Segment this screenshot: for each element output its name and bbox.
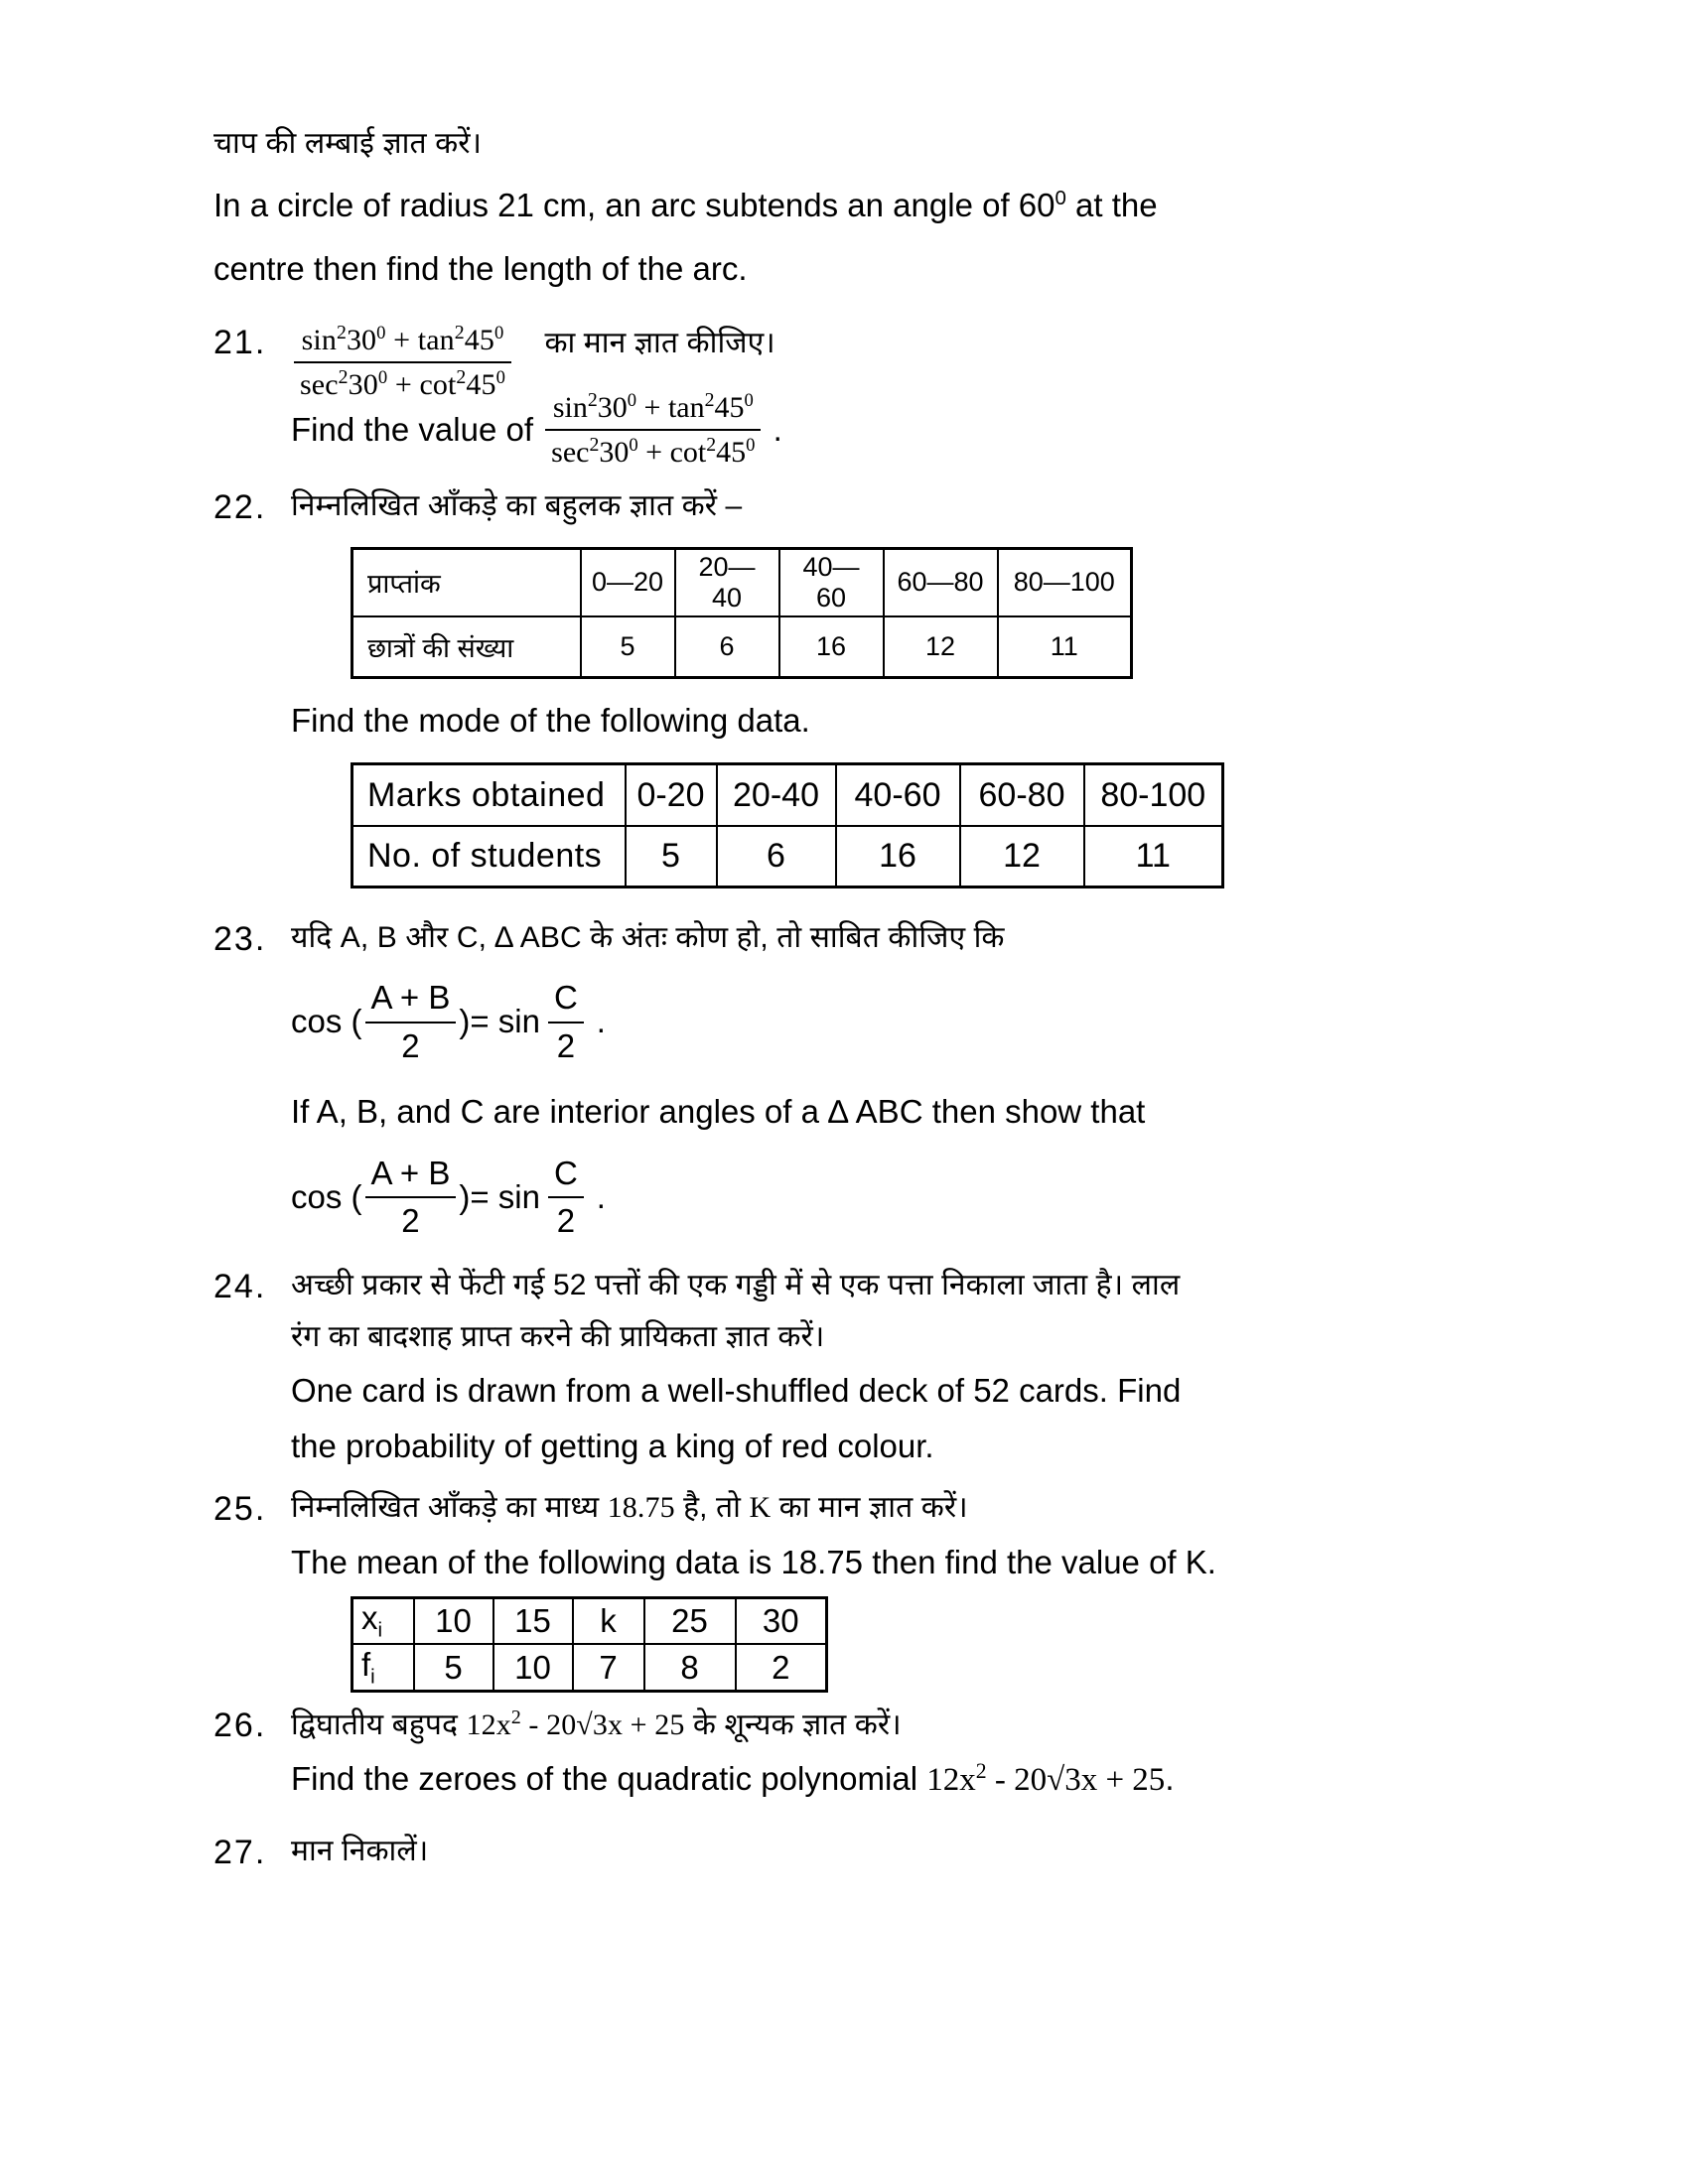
fi-label: f	[361, 1645, 371, 1683]
carryover-hindi: चाप की लम्बाई ज्ञात करें।	[213, 127, 483, 160]
fraction-c-over-2	[548, 976, 584, 1067]
xi-cell: 15	[493, 1597, 573, 1644]
degree-symbol: 0	[744, 390, 754, 411]
row-label-xi	[352, 1597, 414, 1644]
question-27-number: 27.	[213, 1834, 267, 1872]
question-25-hindi	[291, 1488, 1494, 1528]
spacer	[213, 888, 1494, 918]
tan-label: tan	[667, 391, 705, 424]
row-label-students-hi: छात्रों की संख्या	[352, 616, 581, 678]
period: .	[596, 1003, 606, 1040]
question-26-english	[291, 1757, 1494, 1802]
exponent: 2	[704, 389, 715, 411]
poly-term: 12x	[466, 1707, 511, 1741]
sec-label: sec	[551, 436, 590, 470]
frequency-cell: 5	[626, 826, 717, 887]
exponent: 2	[510, 1706, 521, 1728]
equals-sin: )= sin	[459, 1003, 540, 1040]
cos-open: cos (	[291, 1178, 362, 1216]
subscript-i: i	[370, 1665, 375, 1689]
spacer	[291, 1357, 1494, 1369]
fraction-denominator: 2	[556, 1202, 576, 1240]
xi-cell: 25	[644, 1597, 736, 1644]
interval-cell: 40—60	[779, 548, 884, 616]
spacer	[291, 679, 1494, 699]
question-24-english-line2: the probability of getting a king of red colour.	[291, 1428, 934, 1465]
k-symbol: K	[749, 1491, 772, 1525]
fi-cell: 8	[644, 1644, 736, 1691]
interval-cell: 60-80	[960, 764, 1084, 826]
sin-label: sin	[301, 323, 337, 356]
question-23-number: 23.	[213, 920, 267, 959]
interval-cell: 80—100	[998, 548, 1132, 616]
spacer	[213, 227, 1494, 247]
frequency-cell: 16	[836, 826, 960, 887]
interval-cell: 0-20	[626, 764, 717, 826]
table-row	[352, 764, 1223, 826]
interval-cell: 20-40	[717, 764, 836, 826]
spacer	[291, 1070, 1494, 1090]
question-27-hindi: मान निकालें।	[291, 1835, 429, 1868]
xi-label: x	[361, 1599, 378, 1637]
question-23	[213, 918, 1494, 1245]
interval-cell: 20—40	[675, 548, 779, 616]
mean-table	[351, 1596, 828, 1693]
degree-symbol: 0	[495, 366, 506, 388]
question-23-body	[291, 918, 1494, 1245]
plus-operator: +	[636, 391, 668, 424]
cot-label: cot	[669, 436, 707, 470]
spacer	[213, 1693, 1494, 1705]
question-21	[213, 322, 1494, 476]
fi-cell: 10	[493, 1644, 573, 1691]
tan-label: tan	[417, 323, 455, 356]
fraction-denominator: 2	[401, 1026, 420, 1064]
question-23-formula-english	[291, 1154, 1494, 1245]
question-24-number: 24.	[213, 1267, 267, 1305]
frequency-cell: 6	[717, 826, 836, 887]
q26-period: .	[1165, 1759, 1175, 1797]
poly-tail: - 20√3x + 25	[986, 1761, 1166, 1798]
degree-symbol: 0	[629, 435, 638, 457]
question-26	[213, 1705, 1494, 1802]
question-25-body	[291, 1488, 1494, 1692]
spacer	[291, 1413, 1494, 1425]
carryover-english-text: In a circle of radius 21 cm, an arc subtends an angle of 60	[213, 187, 1055, 224]
exponent: 2	[456, 365, 467, 388]
sin-label: sin	[552, 391, 588, 424]
spacer	[291, 1584, 1494, 1596]
plus-operator: +	[385, 323, 418, 356]
exponent: 2	[587, 389, 598, 411]
angle-45: 45	[716, 436, 747, 470]
interval-cell: 80-100	[1084, 764, 1223, 826]
question-24-body	[291, 1266, 1494, 1469]
q25-hindi-c: का मान ज्ञात करें।	[771, 1491, 968, 1525]
frequency-cell: 12	[960, 826, 1084, 887]
page-content	[213, 124, 1494, 1872]
degree-symbol: 0	[493, 322, 504, 343]
angle-45: 45	[714, 391, 745, 424]
cos-open: cos (	[291, 1003, 362, 1040]
fi-cell: 7	[573, 1644, 644, 1691]
table-row	[352, 548, 1132, 616]
q26-english-lead: Find the zeroes of the quadratic polynomial	[291, 1759, 927, 1797]
spacer	[213, 292, 1494, 322]
polynomial-expression	[926, 1758, 1166, 1798]
degree-symbol: 0	[746, 435, 756, 457]
equals-sin: )= sin	[459, 1178, 540, 1216]
interval-cell: 40-60	[836, 764, 960, 826]
question-23-formula-hindi	[291, 978, 1494, 1069]
spacer	[213, 1468, 1494, 1488]
frequency-cell: 11	[998, 616, 1132, 678]
table-row	[352, 1597, 827, 1644]
xi-cell: k	[573, 1597, 644, 1644]
question-25-english: The mean of the following data is 18.75 then find the value of K.	[291, 1543, 1216, 1580]
exponent: 2	[338, 365, 349, 388]
question-25	[213, 1488, 1494, 1692]
frequency-cell: 11	[1084, 826, 1223, 887]
mean-value: 18.75	[607, 1491, 675, 1525]
exponent: 2	[589, 434, 600, 457]
angle-45: 45	[464, 323, 494, 356]
question-24-english-line1: One card is drawn from a well-shuffled deck of 52 cards. Find	[291, 1371, 1182, 1409]
row-label-students-en: No. of students	[352, 826, 626, 887]
row-label-marks-hi: प्राप्तांक	[352, 548, 581, 616]
xi-cell: 10	[414, 1597, 493, 1644]
period: .	[596, 1178, 606, 1216]
trig-fraction-english	[545, 387, 761, 473]
carryover-english-tail: at the	[1065, 187, 1158, 224]
fraction-numerator: A + B	[365, 976, 457, 1023]
mode-table-english	[351, 762, 1224, 888]
fraction-a-plus-b-over-2	[365, 1152, 457, 1243]
carryover-english-line1	[213, 184, 1494, 227]
spacer	[213, 164, 1494, 184]
mode-table-hindi	[351, 547, 1133, 680]
spacer	[213, 1246, 1494, 1266]
polynomial-expression	[467, 1708, 685, 1741]
question-23-english: If A, B, and C are interior angles of a ∆ ABC then show that	[291, 1092, 1146, 1130]
angle-30: 30	[599, 436, 630, 470]
frequency-cell: 16	[779, 616, 884, 678]
question-24	[213, 1266, 1494, 1469]
question-23-hindi: यदि A, B और C, ∆ ABC के अंतः कोण हो, तो साबित कीजिए कि	[291, 921, 1005, 955]
angle-30: 30	[348, 367, 378, 401]
question-27-body	[291, 1832, 1494, 1871]
spacer	[213, 1802, 1494, 1832]
sec-label: sec	[300, 367, 339, 401]
fraction-numerator	[294, 320, 511, 363]
question-22-english: Find the mode of the following data.	[291, 702, 810, 740]
spacer	[291, 1745, 1494, 1757]
question-26-body	[291, 1705, 1494, 1802]
poly-tail: - 20√3x + 25	[520, 1707, 685, 1741]
exponent: 2	[336, 321, 347, 343]
plus-operator: +	[387, 367, 420, 401]
degree-symbol: 0	[376, 322, 386, 343]
fraction-numerator: A + B	[365, 1152, 457, 1198]
angle-30: 30	[346, 323, 377, 356]
table-row	[352, 616, 1132, 678]
question-26-hindi	[291, 1705, 1494, 1745]
degree-symbol: 0	[627, 390, 637, 411]
question-21-english-lead: Find the value of	[291, 410, 533, 448]
subscript-i: i	[377, 1618, 383, 1642]
q25-hindi-b: है, तो	[674, 1491, 750, 1525]
interval-cell: 0—20	[581, 548, 675, 616]
question-22	[213, 486, 1494, 888]
xi-cell: 30	[736, 1597, 827, 1644]
question-25-number: 25.	[213, 1490, 267, 1529]
exponent: 2	[975, 1758, 987, 1783]
fi-cell: 2	[736, 1644, 827, 1691]
fraction-denominator	[294, 363, 511, 405]
question-21-hindi-tail: का मान ज्ञात कीजिए।	[544, 326, 775, 359]
frequency-cell: 5	[581, 616, 675, 678]
interval-cell: 60—80	[884, 548, 998, 616]
spacer	[291, 1134, 1494, 1154]
spacer	[213, 475, 1494, 486]
row-label-marks-en: Marks obtained	[352, 764, 626, 826]
question-21-body	[291, 322, 1494, 476]
spacer	[291, 958, 1494, 978]
q25-hindi-a: निम्नलिखित ऑंकड़े का माध्य	[291, 1491, 608, 1525]
angle-45: 45	[466, 367, 496, 401]
cot-label: cot	[419, 367, 457, 401]
degree-symbol: 0	[1055, 187, 1066, 210]
spacer	[291, 1305, 1494, 1317]
spacer	[291, 743, 1494, 762]
fraction-numerator: C	[548, 1152, 584, 1198]
q26-hindi-tail: के शून्यक ज्ञात करें।	[684, 1707, 902, 1741]
fraction-denominator: 2	[556, 1026, 576, 1064]
exponent: 2	[706, 434, 717, 457]
fraction-a-plus-b-over-2	[365, 976, 457, 1067]
spacer	[291, 1529, 1494, 1541]
frequency-cell: 12	[884, 616, 998, 678]
exponent: 2	[454, 321, 465, 343]
angle-30: 30	[597, 391, 628, 424]
question-24-hindi-line2: रंग का बादशाह प्राप्त करने की प्रायिकता ज्ञात करें।	[291, 1319, 825, 1353]
row-label-fi	[352, 1644, 414, 1691]
question-22-number: 22.	[213, 488, 267, 527]
question-22-hindi: निम्नलिखित ऑंकड़े का बहुलक ज्ञात करें –	[291, 489, 743, 523]
question-21-period: .	[773, 410, 782, 448]
fraction-denominator	[545, 431, 761, 473]
table-row	[352, 1644, 827, 1691]
degree-symbol: 0	[377, 366, 388, 388]
fi-cell: 5	[414, 1644, 493, 1691]
table-row	[352, 826, 1223, 887]
fraction-numerator	[545, 387, 761, 431]
frequency-cell: 6	[675, 616, 779, 678]
fraction-numerator: C	[548, 976, 584, 1023]
q26-hindi-lead: द्विघातीय बहुपद	[291, 1707, 467, 1741]
trig-fraction-hindi	[294, 320, 511, 405]
question-26-number: 26.	[213, 1706, 267, 1744]
question-21-number: 21.	[213, 323, 267, 361]
poly-term: 12x	[926, 1761, 976, 1798]
question-27	[213, 1832, 1494, 1872]
plus-operator: +	[637, 436, 670, 470]
fraction-denominator: 2	[401, 1202, 420, 1240]
carryover-english-line2: centre then find the length of the arc.	[213, 250, 748, 288]
spacer	[291, 527, 1494, 547]
fraction-c-over-2	[548, 1152, 584, 1243]
question-24-hindi-line1: अच्छी प्रकार से फेंटी गई 52 पत्तों की एक गड्डी में से एक पत्ता निकाला जाता है। लाल	[291, 1268, 1181, 1301]
question-22-body	[291, 486, 1494, 888]
